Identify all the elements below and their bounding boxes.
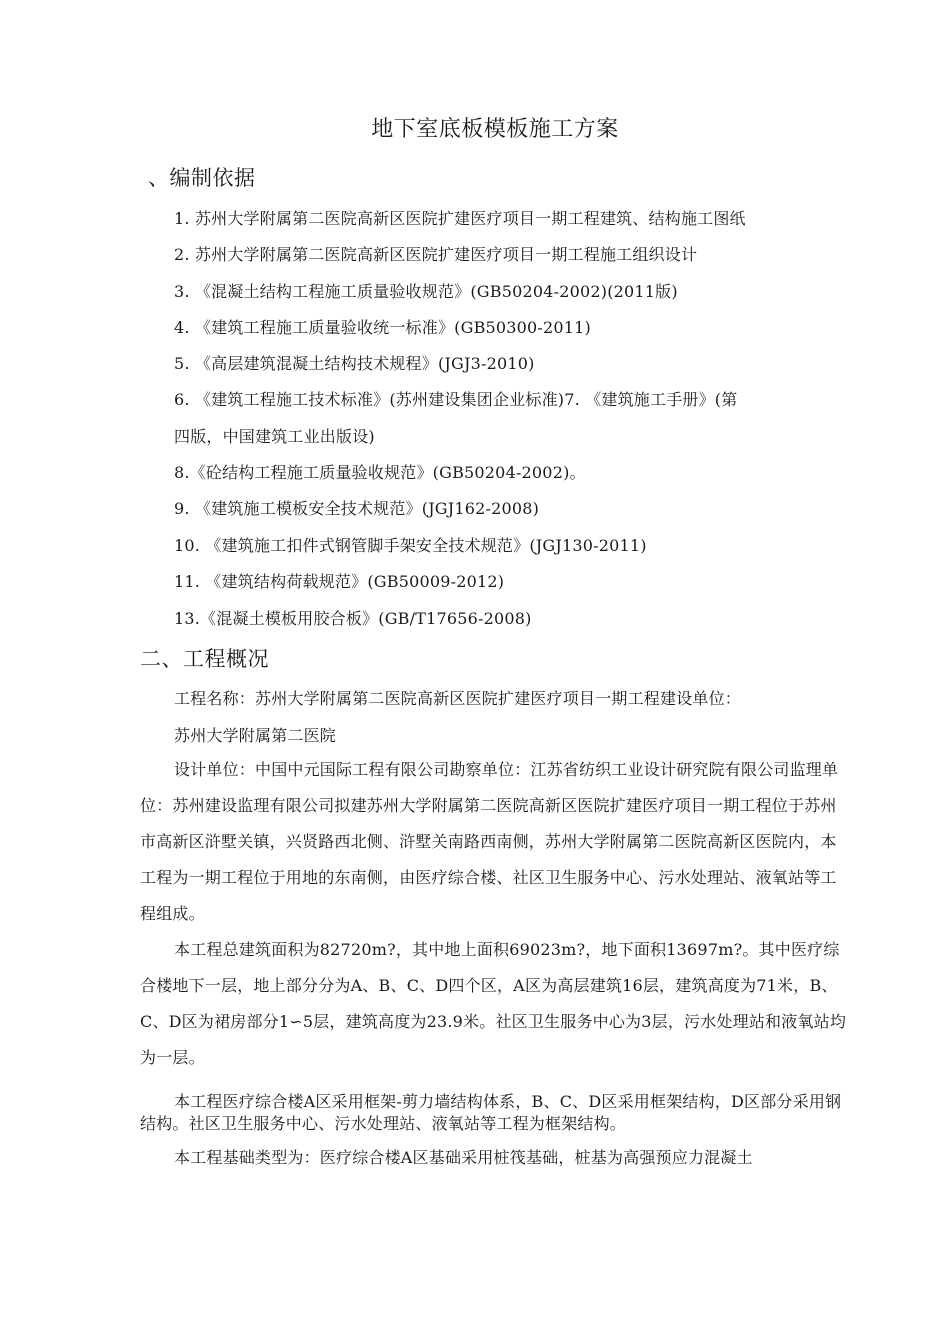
foundation-type-paragraph: 本工程基础类型为：医疗综合楼A区基础采用桩筏基础，桩基为高强预应力混凝土 bbox=[174, 1148, 753, 1167]
basis-item-5: 5. 《高层建筑混凝土结构技术规程》(JGJ3-2010) bbox=[174, 354, 535, 373]
document-title: 地下室底板模板施工方案 bbox=[371, 117, 619, 142]
project-name-line-2: 苏州大学附属第二医院 bbox=[174, 726, 337, 745]
structure-system-paragraph: 本工程医疗综合楼A区采用框架-剪力墙结构体系，B、C、D区采用框架结构，D区部分采用钢结构。社区卫生服务中心、污水处理站、液氧站等工程为框架结构。 bbox=[140, 1092, 842, 1133]
basis-item-9: 9. 《建筑施工模板安全技术规范》(JGJ162-2008) bbox=[174, 499, 540, 518]
basis-item-13: 13.《混凝土模板用胶合板》(GB/T17656-2008) bbox=[174, 609, 532, 628]
basis-item-2: 2. 苏州大学附属第二医院高新区医院扩建医疗项目一期工程施工组织设计 bbox=[174, 245, 698, 264]
basis-item-3: 3. 《混凝土结构工程施工质量验收规范》(GB50204-2002)(2011版) bbox=[174, 282, 678, 301]
basis-item-8: 8.《砼结构工程施工质量验收规范》(GB50204-2002)。 bbox=[174, 463, 586, 482]
basis-item-11: 11. 《建筑结构荷载规范》(GB50009-2012) bbox=[174, 572, 505, 591]
building-area-paragraph: 本工程总建筑面积为82720m?，其中地上面积69023m?，地下面积13697m?。其中医疗综合楼地下一层，地上部分分为A、B、C、D四个区，A区为高层建筑16层，建筑高度为71米，B、C、D区为裙房部分1∽5层，建筑高度为23.9米。社区卫生服务中心为3层，污水处理站和液氧站均为一层。 bbox=[140, 940, 847, 1067]
basis-item-4: 4. 《建筑工程施工质量验收统一标准》(GB50300-2011) bbox=[174, 318, 591, 337]
project-name-line-1: 工程名称：苏州大学附属第二医院高新区医院扩建医疗项目一期工程建设单位： bbox=[174, 689, 742, 708]
basis-item-6: 6. 《建筑工程施工技术标准》(苏州建设集团企业标准)7. 《建筑施工手册》(第 bbox=[174, 390, 738, 409]
section-heading-basis: 、编制依据 bbox=[148, 166, 256, 190]
basis-item-1: 1. 苏州大学附属第二医院高新区医院扩建医疗项目一期工程建筑、结构施工图纸 bbox=[174, 209, 746, 228]
basis-item-6-continued: 四版，中国建筑工业出版设) bbox=[174, 427, 375, 446]
design-units-paragraph: 设计单位：中国中元国际工程有限公司勘察单位：江苏省纺织工业设计研究院有限公司监理单位：苏州建设监理有限公司拟建苏州大学附属第二医院高新区医院扩建医疗项目一期工程位于苏州市高新区浒墅关镇，兴贤路西北侧、浒墅关南路西南侧，苏州大学附属第二医院高新区医院内，本工程为一期工程位于用地的东南侧，由医疗综合楼、社区卫生服务中心、污水处理站、液氧站等工程组成。 bbox=[140, 760, 839, 923]
basis-item-10: 10. 《建筑施工扣件式钢管脚手架安全技术规范》(JGJ130-2011) bbox=[174, 536, 647, 555]
section-heading-overview: 二、工程概况 bbox=[140, 647, 269, 671]
